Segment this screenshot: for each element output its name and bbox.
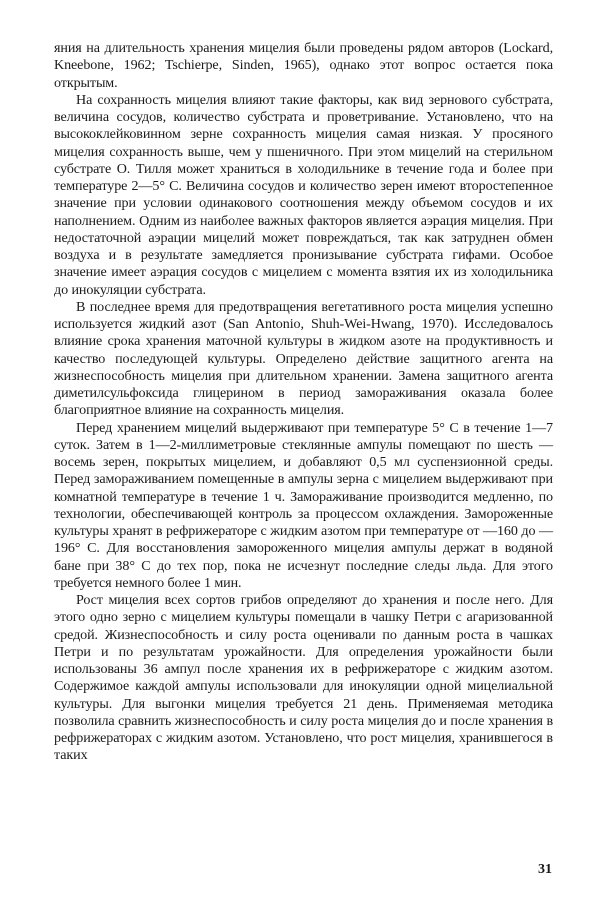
page-body <box>54 40 553 765</box>
page-number: 31 <box>538 862 552 877</box>
paragraph-2: На сохранность мицелия влияют такие факторы, как вид зернового субстрата, величина сосудов, количество субстрата и проветривание. Установлено, что на высококлейковинном зерне сохранность мицелия самая низкая. У просяного мицелия сохранность выше, чем у пшеничного. При этом мицелий на стерильном субстрате О. Тилля может храниться в холодильнике в течение года и более при температуре 2—5° С. Величина сосудов и количество зерен имеют второстепенное значение при условии одинакового соотношения между объемом сосудов и их наполнением. Одним из наиболее важных факторов является аэрация мицелия. При недостаточной аэрации мицелий может повреждаться, так как затруднен обмен воздуха и в результате замедляется пронизывание субстрата гифами. Особое значение имеет аэрация сосудов с мицелием с момента взятия их из холодильника до инокуляции субстрата. <box>54 91 553 298</box>
paragraph-3: В последнее время для предотвращения вегетативного роста мицелия успешно используется жидкий азот (San Antonio, Shuh-Wei-Hwang, 1970). Исследовалось влияние срока хранения маточной культуры в жидком азоте на продуктивность и качество последующей культуры. Определено действие защитного агента на жизнеспособность мицелия при длительном хранении. Замена защитного агента диметилсульфоксида глицерином в период замораживания оказала более благоприятное влияние на сохранность мицелия. <box>54 298 553 419</box>
paragraph-1: яния на длительность хранения мицелия были проведены рядом авторов (Lockard, Kneebone, 1962; Tschierpe, Sinden, 1965), однако этот вопрос остается пока открытым. <box>54 40 553 91</box>
paragraph-5: Рост мицелия всех сортов грибов определяют до хранения и после него. Для этого одно зерно с мицелием культуры помещали в чашку Петри с агаризованной средой. Жизнеспособность и силу роста оценивали по данным роста в чашках Петри и по результатам урожайности. Для определения урожайности были использованы 36 ампул после хранения их в рефрижераторе с жидким азотом. Содержимое каждой ампулы использовали для инокуляции одной мицелиальной культуры. Для выгонки мицелия требуется 21 день. Применяемая методика позволила сравнить жизнеспособность и силу роста мицелия до и после хранения в рефрижераторах с жидким азотом. Установлено, что рост мицелия, хранившегося в таких <box>54 592 553 764</box>
paragraph-4: Перед хранением мицелий выдерживают при температуре 5° С в течение 1—7 суток. Затем в 1—2-миллиметровые стеклянные ампулы помещают по шесть — восемь зерен, покрытых мицелием, и добавляют 0,5 мл суспензионной среды. Перед замораживанием помещенные в ампулы зерна с мицелием выдерживают при комнатной температуре в течение 1 ч. Замораживание производится медленно, по технологии, обеспечивающей контроль за процессом охлаждения. Замороженные культуры хранят в рефрижераторе с жидким азотом при температуре от —160 до —196° С. Для восстановления замороженного мицелия ампулы держат в водяной бане при 38° С до тех пор, пока не исчезнут последние следы льда. Для этого требуется немного более 1 мин. <box>54 419 553 591</box>
